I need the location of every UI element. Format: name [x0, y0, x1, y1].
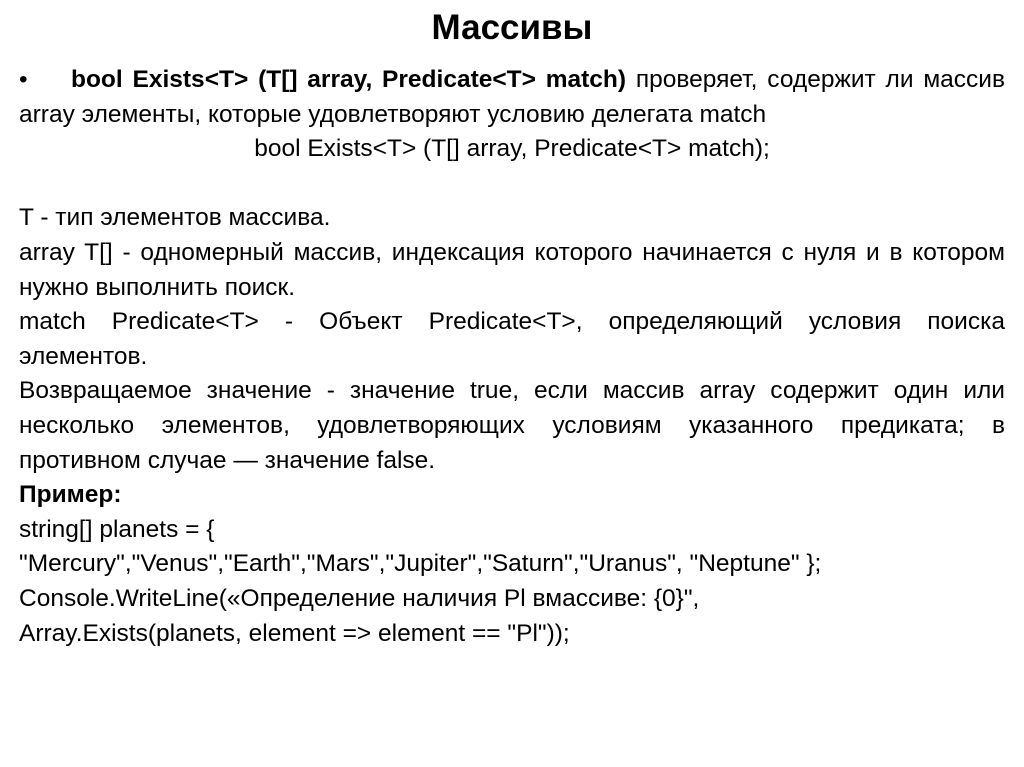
- param-match: match Predicate<T> - Объект Predicate<T>, определяющий условия поиска элементов.: [19, 308, 1005, 370]
- code-line-2: "Mercury","Venus","Earth","Mars","Jupiter","Saturn","Uranus", "Neptune" };: [19, 550, 822, 578]
- method-signature-bold: bool Exists<T> (T[] array, Predicate<T> match): [71, 66, 627, 93]
- example-heading: Пример:: [19, 481, 122, 509]
- param-array: array T[] - одномерный массив, индексация которого начинается с нуля и в котором нужно выполнить поиск.: [19, 238, 1005, 301]
- slide-title: Массивы: [431, 8, 593, 47]
- code-line-3: Console.WriteLine(«Определение наличия Pl вмассиве: {0}",: [19, 584, 700, 612]
- signature-line: bool Exists<T> (T[] array, Predicate<T> match);: [254, 135, 770, 163]
- slide-body: [19, 63, 1005, 651]
- param-t: T - тип элементов массива.: [19, 204, 331, 232]
- code-line-1: string[] planets = {: [19, 515, 215, 543]
- return-value: Возвращаемое значение - значение true, если массив array содержит один или несколько элементов, удовлетворяющих условиям указанного предиката; в противном случае — значение false.: [19, 377, 1005, 474]
- bullet-marker: •: [19, 66, 28, 93]
- method-description: проверяет, содержит ли массив array элементы, которые удовлетворяют условию делегата match: [19, 66, 1005, 128]
- code-line-4: Array.Exists(planets, element => element == "Pl"));: [19, 619, 570, 647]
- blank-line: [19, 167, 1005, 202]
- bullet-item: [19, 63, 1005, 132]
